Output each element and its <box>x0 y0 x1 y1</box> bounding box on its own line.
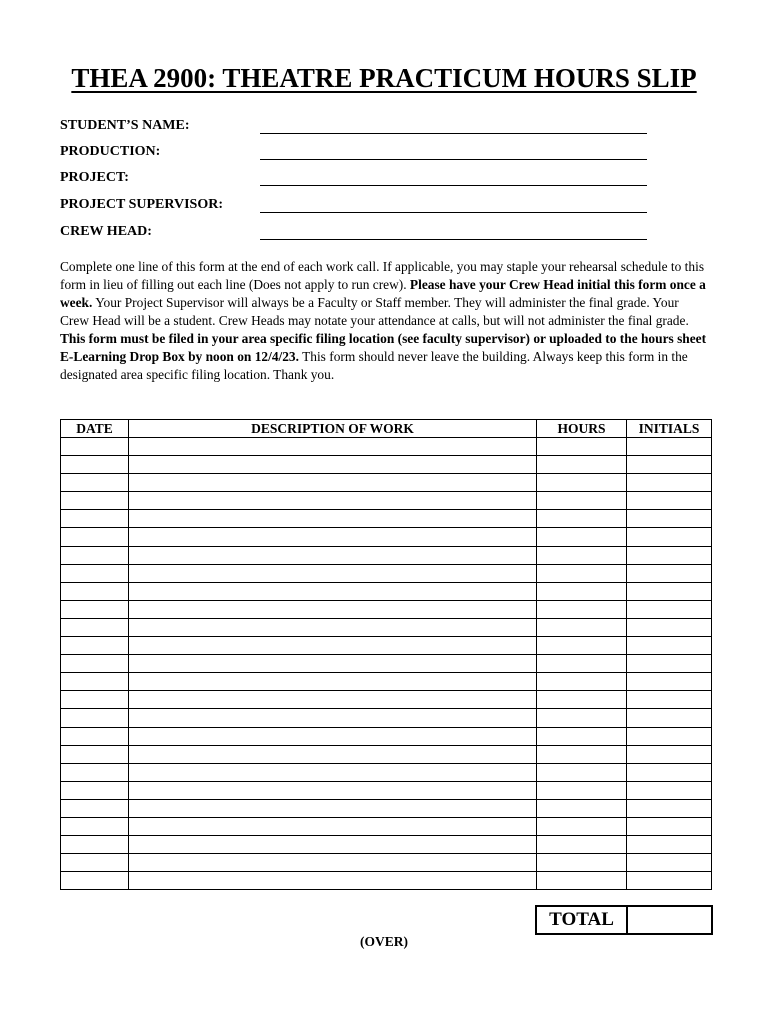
hours-cell[interactable] <box>537 691 627 709</box>
date-cell[interactable] <box>61 510 129 528</box>
initials-cell[interactable] <box>627 745 712 763</box>
description-cell[interactable] <box>129 727 537 745</box>
table-row <box>61 655 712 673</box>
table-row <box>61 763 712 781</box>
table-row <box>61 618 712 636</box>
initials-cell[interactable] <box>627 836 712 854</box>
date-cell[interactable] <box>61 727 129 745</box>
initials-cell[interactable] <box>627 872 712 890</box>
date-cell[interactable] <box>61 438 129 456</box>
hours-cell[interactable] <box>537 528 627 546</box>
initials-cell[interactable] <box>627 510 712 528</box>
production-line[interactable] <box>260 159 647 160</box>
description-cell[interactable] <box>129 691 537 709</box>
table-row <box>61 727 712 745</box>
table-row <box>61 510 712 528</box>
description-cell[interactable] <box>129 474 537 492</box>
table-row <box>61 854 712 872</box>
hours-log-table <box>60 419 712 890</box>
project-field[interactable] <box>60 168 660 190</box>
date-cell[interactable] <box>61 474 129 492</box>
instructions-bold-2: This form must be filed in your area specific filing location (see faculty supervisor) or uploaded to the hours sheet E-Learning Drop Box by noon on 12/4/23. <box>60 331 707 364</box>
date-cell[interactable] <box>61 618 129 636</box>
date-cell[interactable] <box>61 854 129 872</box>
description-cell[interactable] <box>129 817 537 835</box>
description-cell[interactable] <box>129 836 537 854</box>
date-cell[interactable] <box>61 600 129 618</box>
table-row <box>61 872 712 890</box>
hours-cell[interactable] <box>537 438 627 456</box>
date-cell[interactable] <box>61 836 129 854</box>
instructions-paragraph <box>60 258 708 384</box>
project-line[interactable] <box>260 185 647 186</box>
table-row <box>61 474 712 492</box>
hours-cell[interactable] <box>537 763 627 781</box>
column-header-hours: HOURS <box>537 420 627 438</box>
date-cell[interactable] <box>61 528 129 546</box>
description-cell[interactable] <box>129 492 537 510</box>
table-row <box>61 745 712 763</box>
date-cell[interactable] <box>61 564 129 582</box>
description-cell[interactable] <box>129 582 537 600</box>
description-cell[interactable] <box>129 600 537 618</box>
description-cell[interactable] <box>129 799 537 817</box>
initials-cell[interactable] <box>627 474 712 492</box>
table-row <box>61 546 712 564</box>
hours-cell[interactable] <box>537 673 627 691</box>
table-row <box>61 600 712 618</box>
date-cell[interactable] <box>61 781 129 799</box>
table-row <box>61 817 712 835</box>
student-name-line[interactable] <box>260 133 647 134</box>
description-cell[interactable] <box>129 438 537 456</box>
hours-cell[interactable] <box>537 799 627 817</box>
table-row <box>61 691 712 709</box>
date-cell[interactable] <box>61 763 129 781</box>
initials-cell[interactable] <box>627 655 712 673</box>
description-cell[interactable] <box>129 637 537 655</box>
hours-cell[interactable] <box>537 745 627 763</box>
total-box <box>535 905 713 935</box>
hours-cell[interactable] <box>537 709 627 727</box>
table-row <box>61 492 712 510</box>
table-row <box>61 564 712 582</box>
hours-cell[interactable] <box>537 510 627 528</box>
table-row <box>61 673 712 691</box>
production-field[interactable] <box>60 142 660 164</box>
table-row <box>61 456 712 474</box>
table-row <box>61 836 712 854</box>
table-row <box>61 582 712 600</box>
hours-cell[interactable] <box>537 817 627 835</box>
initials-cell[interactable] <box>627 637 712 655</box>
description-cell[interactable] <box>129 510 537 528</box>
description-cell[interactable] <box>129 854 537 872</box>
project-supervisor-field[interactable] <box>60 195 660 217</box>
instructions-text-1: Complete one line of this form at the end of each work call. If applicable, you may staple your rehearsal schedule to this form in lieu of filling out each line (Does not apply to run crew). <box>60 259 705 292</box>
initials-cell[interactable] <box>627 456 712 474</box>
initials-cell[interactable] <box>627 582 712 600</box>
table-row <box>61 709 712 727</box>
description-cell[interactable] <box>129 763 537 781</box>
description-cell[interactable] <box>129 618 537 636</box>
date-cell[interactable] <box>61 546 129 564</box>
table-body <box>61 438 712 890</box>
table-row <box>61 799 712 817</box>
table-row <box>61 438 712 456</box>
initials-cell[interactable] <box>627 600 712 618</box>
date-cell[interactable] <box>61 655 129 673</box>
date-cell[interactable] <box>61 673 129 691</box>
description-cell[interactable] <box>129 456 537 474</box>
student-name-field[interactable] <box>60 116 660 138</box>
over-note: (OVER) <box>360 934 408 949</box>
description-cell[interactable] <box>129 709 537 727</box>
initials-cell[interactable] <box>627 618 712 636</box>
date-cell[interactable] <box>61 691 129 709</box>
initials-cell[interactable] <box>627 492 712 510</box>
hours-cell[interactable] <box>537 600 627 618</box>
initials-cell[interactable] <box>627 854 712 872</box>
date-cell[interactable] <box>61 456 129 474</box>
date-cell[interactable] <box>61 637 129 655</box>
description-cell[interactable] <box>129 546 537 564</box>
hours-cell[interactable] <box>537 546 627 564</box>
initials-cell[interactable] <box>627 546 712 564</box>
initials-cell[interactable] <box>627 528 712 546</box>
date-cell[interactable] <box>61 745 129 763</box>
description-cell[interactable] <box>129 673 537 691</box>
crew-head-line[interactable] <box>260 239 647 240</box>
initials-cell[interactable] <box>627 817 712 835</box>
project-supervisor-line[interactable] <box>260 212 647 213</box>
production-label: PRODUCTION: <box>60 144 161 159</box>
hours-cell[interactable] <box>537 781 627 799</box>
column-header-description: DESCRIPTION OF WORK <box>129 420 537 438</box>
table-header-row <box>61 420 712 438</box>
initials-cell[interactable] <box>627 709 712 727</box>
description-cell[interactable] <box>129 781 537 799</box>
date-cell[interactable] <box>61 582 129 600</box>
column-header-date: DATE <box>61 420 129 438</box>
description-cell[interactable] <box>129 745 537 763</box>
project-supervisor-label: PROJECT SUPERVISOR: <box>60 197 223 212</box>
total-label: TOTAL <box>537 907 628 933</box>
total-value-cell[interactable] <box>628 907 711 933</box>
instructions-text-2: Your Project Supervisor will always be a Faculty or Staff member. They will administer the final grade. Your Crew Head will be a student. Crew Heads may notate your attendance at calls, but will not administer the final grade. <box>60 295 689 328</box>
initials-cell[interactable] <box>627 438 712 456</box>
description-cell[interactable] <box>129 655 537 673</box>
crew-head-field[interactable] <box>60 222 660 244</box>
initials-cell[interactable] <box>627 781 712 799</box>
student-name-label: STUDENT’S NAME: <box>60 118 190 133</box>
date-cell[interactable] <box>61 799 129 817</box>
instructions-text-3: This form should never leave the building. Always keep this form in the designated area specific filing location. Thank you. <box>60 349 688 382</box>
project-label: PROJECT: <box>60 170 129 185</box>
table-row <box>61 528 712 546</box>
instructions-bold-1: Please have your Crew Head initial this form once a week. <box>60 277 706 310</box>
initials-cell[interactable] <box>627 673 712 691</box>
date-cell[interactable] <box>61 492 129 510</box>
description-cell[interactable] <box>129 528 537 546</box>
hours-cell[interactable] <box>537 872 627 890</box>
table-row <box>61 637 712 655</box>
hours-cell[interactable] <box>537 727 627 745</box>
initials-cell[interactable] <box>627 691 712 709</box>
initials-cell[interactable] <box>627 799 712 817</box>
hours-cell[interactable] <box>537 582 627 600</box>
crew-head-label: CREW HEAD: <box>60 224 152 239</box>
date-cell[interactable] <box>61 709 129 727</box>
column-header-initials: INITIALS <box>627 420 712 438</box>
description-cell[interactable] <box>129 872 537 890</box>
hours-cell[interactable] <box>537 836 627 854</box>
hours-cell[interactable] <box>537 637 627 655</box>
hours-cell[interactable] <box>537 492 627 510</box>
hours-cell[interactable] <box>537 564 627 582</box>
initials-cell[interactable] <box>627 763 712 781</box>
hours-cell[interactable] <box>537 618 627 636</box>
form-title: THEA 2900: THEATRE PRACTICUM HOURS SLIP <box>71 63 697 93</box>
description-cell[interactable] <box>129 564 537 582</box>
hours-cell[interactable] <box>537 474 627 492</box>
initials-cell[interactable] <box>627 564 712 582</box>
date-cell[interactable] <box>61 872 129 890</box>
date-cell[interactable] <box>61 817 129 835</box>
hours-cell[interactable] <box>537 655 627 673</box>
hours-cell[interactable] <box>537 456 627 474</box>
hours-cell[interactable] <box>537 854 627 872</box>
initials-cell[interactable] <box>627 727 712 745</box>
table-row <box>61 781 712 799</box>
